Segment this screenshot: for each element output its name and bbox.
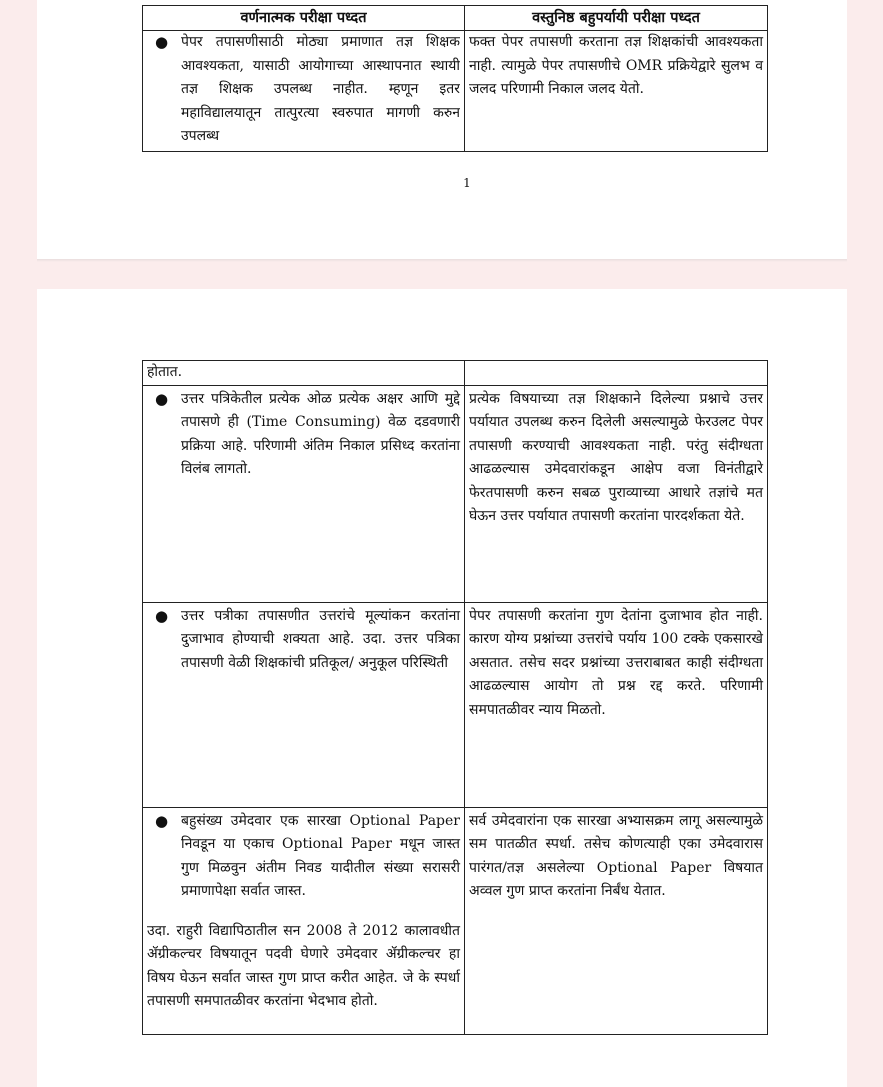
cell-text: फक्त पेपर तपासणी करताना तज्ञ शिक्षकांची आवश्यकता नाही. त्यामुळे पेपर तपासणीचे OMR प्रक्रियेद्वारे सुलभ व जलद परिणामी निकाल जलद येतो. <box>469 34 763 97</box>
bullet-item <box>147 31 460 149</box>
cell-text: उत्तर पत्रीका तपासणीत उत्तरांचे मूल्यांकन करतांना दुजाभाव होण्याची शक्यता आहे. उदा. उत्तर पत्रिका तपासणी वेळी शिक्षकांची प्रतिकूल/ अनुकूल परिस्थिती <box>181 607 460 671</box>
right-cell <box>465 602 768 807</box>
header-objective-exam: वस्तुनिष्ठ बहुपर्यायी परीक्षा पध्दत <box>465 6 768 31</box>
cell-text: उत्तर पत्रिकेतील प्रत्येक ओळ प्रत्येक अक्षर आणि मुद्दे तपासणे ही (Time Consuming) वेळ दडवणारी प्रक्रिया आहे. परिणामी अंतिम निकाल प्रसिध्द करतांना विलंब लागतो. <box>181 390 460 477</box>
bullet-icon: ● <box>155 389 169 408</box>
bullet-item <box>147 605 460 676</box>
left-cell <box>143 361 465 386</box>
table-row <box>143 361 768 386</box>
document-page-1 <box>37 0 847 259</box>
cell-text: पेपर तपासणी करतांना गुण देतांना दुजाभाव होत नाही. कारण योग्य प्रश्नांच्या उत्तरांचे पर्याय 100 टक्के एकसारखे असतात. तसेच सदर प्रश्नांच्या उत्तराबाबत काही संदीग्धता आढळल्यास आयोग तो प्रश्न रद्द करते. परिणामी समपातळीवर न्याय मिळतो. <box>469 607 763 718</box>
right-cell <box>465 807 768 1034</box>
table-row <box>143 385 768 602</box>
bullet-icon: ● <box>155 811 169 830</box>
bullet-icon: ● <box>155 606 169 625</box>
comparison-table-part-2 <box>142 360 768 1035</box>
table-row <box>143 807 768 1034</box>
cell-text: पेपर तपासणीसाठी मोठ्या प्रमाणात तज्ञ शिक्षक आवश्यकता, यासाठी आयोगाच्या आस्थापनात स्थायी तज्ञ शिक्षक उपलब्ध नाहीत. म्हणून इतर महाविद्यालयातून तात्पुरत्या स्वरुपात मागणी करुन उपलब्ध <box>181 34 460 144</box>
left-cell <box>143 602 465 807</box>
cell-text: सर्व उमेदवारांना एक सारखा अभ्यासक्रम लागू असल्यामुळे सम पातळीत स्पर्धा. तसेच कोणत्याही एका उमेदवारास पारंगत/तज्ञ असलेल्या Optional Paper विषयात अव्वल गुण प्राप्त करतांना निर्बंध येतात. <box>469 812 763 899</box>
page-separator <box>37 259 847 262</box>
comparison-table-part-1 <box>142 5 768 152</box>
cell-text: होतात. <box>147 364 183 380</box>
right-cell <box>465 361 768 386</box>
bullet-item <box>147 810 460 904</box>
bullet-icon: ● <box>155 33 169 51</box>
example-note: उदा. राहुरी विद्यापिठातील सन 2008 ते 2012 कालावधीत ॲग्रीकल्चर विषयातून पदवी घेणारे उमेदवार ॲग्रीकल्चर हा विषय घेऊन सर्वात जास्त गुण प्राप्त करीत आहेत. जे के स्पर्धा तपासणी समपातळीवर करतांना भेदभाव होतो. <box>147 922 460 1009</box>
header-descriptive-exam: वर्णनात्मक परीक्षा पध्दत <box>143 6 465 31</box>
table-row <box>143 602 768 807</box>
page-number: 1 <box>463 176 471 190</box>
document-page-2 <box>37 289 847 1087</box>
left-cell <box>143 807 465 1034</box>
cell-text: बहुसंख्य उमेदवार एक सारखा Optional Paper निवडून या एकाच Optional Paper मधून जास्त गुण मिळवुन अंतीम निवड यादीतील संख्या सरासरी प्रमाणापेक्षा सर्वात जास्त. <box>181 812 460 899</box>
left-cell <box>143 31 465 152</box>
right-cell <box>465 385 768 602</box>
cell-text: प्रत्येक विषयाच्या तज्ञ शिक्षकाने दिलेल्या प्रश्नाचे उत्तर पर्यायात उपलब्ध करुन दिलेली असल्यामुळे फेरउलट पेपर तपासणी करण्याची आवश्यकता नाही. परंतु संदीग्धता आढळल्यास उमेदवारांकडून आक्षेप वजा विनंतीद्वारे फेरतपासणी करुन सबळ पुराव्याच्या आधारे तज्ञांचे मत घेऊन उत्तर पर्यायात तपासणी करतांना पारदर्शकता येते. <box>469 390 763 524</box>
table-header-row <box>143 6 768 31</box>
bullet-item <box>147 388 460 482</box>
table-row <box>143 31 768 152</box>
left-cell <box>143 385 465 602</box>
right-cell <box>465 31 768 152</box>
